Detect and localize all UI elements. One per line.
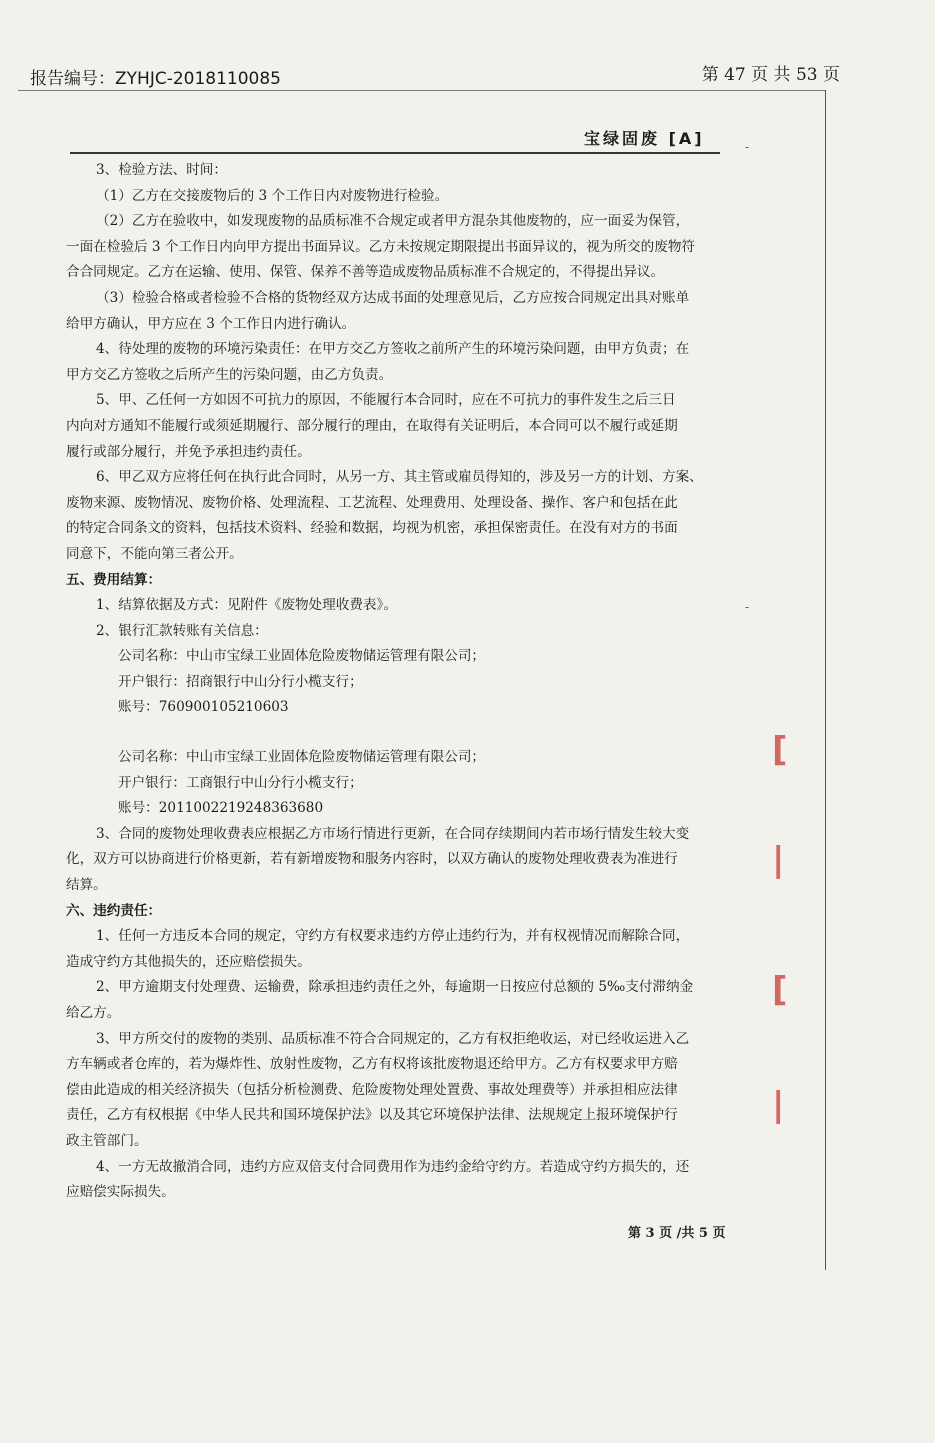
text-line: 合合同规定。乙方在运输、使用、保管、保养不善等造成废物品质标准不合规定的，不得提出异议。 [66, 264, 665, 281]
text-line: 1、任何一方违反本合同的规定，守约方有权要求违约方停止违约行为，并有权视情况而解除合同， [96, 928, 690, 945]
text-line: 3、检验方法、时间： [96, 162, 227, 178]
text-line: 2、银行汇款转账有关信息： [96, 622, 268, 639]
text-line: （1）乙方在交接废物后的 3 个工作日内对废物进行检验。 [96, 187, 449, 204]
contract-body [66, 158, 726, 1206]
page-edge-line [825, 90, 826, 1270]
text-line: 六、违约责任： [66, 902, 162, 919]
seal-stamp: | [772, 840, 785, 880]
text-line [66, 721, 726, 745]
text-line: 应赔偿实际损失。 [66, 1184, 175, 1201]
text-line: 一面在检验后 3 个工作日内向甲方提出书面异议。乙方未按规定期限提出书面异议的，视为所交的废物符 [66, 238, 696, 255]
text-line: 开户银行：工商银行中山分行小榄支行； [118, 774, 363, 791]
text-line: 1、结算依据及方式：见附件《废物处理收费表》。 [96, 597, 397, 614]
text-line: 给乙方。 [66, 1005, 121, 1021]
report-number: 报告编号：ZYHJC-2018110085 [30, 69, 281, 89]
text-line: 的特定合同条文的资料，包括技术资料、经验和数据，均视为机密，承担保密责任。在没有对方的书面 [66, 520, 678, 537]
seal-stamp: | [772, 1085, 785, 1125]
text-line: 4、待处理的废物的环境污染责任：在甲方交乙方签收之前所产生的环境污染问题，由甲方负责；在 [96, 341, 690, 358]
text-line: 公司名称：中山市宝绿工业固体危险废物储运管理有限公司； [118, 749, 486, 766]
header-rule [18, 90, 826, 91]
text-line: 内向对方通知不能履行或须延期履行、部分履行的理由，在取得有关证明后，本合同可以不履行或延期 [66, 417, 678, 434]
text-line: 同意下，不能向第三者公开。 [66, 545, 243, 562]
edge-mark: - [745, 140, 750, 154]
text-line: 甲方交乙方签收之后所产生的污染问题，由乙方负责。 [66, 366, 393, 383]
text-line: 偿由此造成的相关经济损失（包括分析检测费、危险废物处理处置费、事故处理费等）并承担相应法律 [66, 1081, 678, 1098]
company-logo: 宝绿固废 [A] [584, 129, 705, 148]
text-line: （2）乙方在验收中，如发现废物的品质标准不合规定或者甲方混杂其他废物的，应一面妥为保管， [96, 213, 690, 230]
text-line: 履行或部分履行，并免予承担违约责任。 [66, 443, 311, 460]
contract-page-number: 第 3 页 /共 5 页 [628, 1226, 726, 1241]
text-line: 责任，乙方有权根据《中华人民共和国环境保护法》以及其它环境保护法律、法规规定上报环境保护行 [66, 1107, 678, 1124]
text-line: 化，双方可以协商进行价格更新，若有新增废物和服务内容时，以双方确认的废物处理收费表为准进行 [66, 851, 678, 868]
text-line: 方车辆或者仓库的，若为爆炸性、放射性废物，乙方有权将该批废物退还给甲方。乙方有权要求甲方赔 [66, 1056, 678, 1073]
page-total: 第 47 页 共 53 页 [701, 65, 840, 85]
text-line: 造成守约方其他损失的，还应赔偿损失。 [66, 953, 311, 970]
text-line: 五、费用结算： [66, 571, 162, 588]
text-line: 账号：2011002219248363680 [118, 800, 324, 817]
text-line: 开户银行：招商银行中山分行小榄支行； [118, 673, 363, 690]
logo-rule [70, 152, 720, 154]
text-line: 废物来源、废物情况、废物价格、处理流程、工艺流程、处理费用、处理设备、操作、客户和包括在此 [66, 494, 678, 511]
text-line: 给甲方确认，甲方应在 3 个工作日内进行确认。 [66, 315, 356, 332]
text-line: 账号：760900105210603 [118, 699, 289, 716]
text-line: 3、甲方所交付的废物的类别、品质标准不符合合同规定的，乙方有权拒绝收运，对已经收运进入乙 [96, 1030, 690, 1047]
text-line: （3）检验合格或者检验不合格的货物经双方达成书面的处理意见后，乙方应按合同规定出具对账单 [96, 289, 690, 306]
text-line: 4、一方无故撤消合同，违约方应双倍支付合同费用作为违约金给守约方。若造成守约方损失的，还 [96, 1158, 690, 1175]
text-line: 公司名称：中山市宝绿工业固体危险废物储运管理有限公司； [118, 648, 486, 665]
seal-stamp: [ [772, 730, 788, 770]
text-line: 结算。 [66, 877, 107, 894]
text-line: 6、甲乙双方应将任何在执行此合同时，从另一方、其主管或雇员得知的，涉及另一方的计划、方案、 [96, 469, 703, 486]
edge-mark: - [745, 600, 750, 614]
text-line: 5、甲、乙任何一方如因不可抗力的原因，不能履行本合同时，应在不可抗力的事件发生之后三日 [96, 392, 676, 409]
text-line: 3、合同的废物处理收费表应根据乙方市场行情进行更新，在合同存续期间内若市场行情发生较大变 [96, 825, 690, 842]
seal-stamp: [ [772, 970, 788, 1010]
text-line: 政主管部门。 [66, 1132, 148, 1149]
text-line: 2、甲方逾期支付处理费、运输费，除承担违约责任之外，每逾期一日按应付总额的 5‰支付滞纳金 [96, 979, 694, 996]
